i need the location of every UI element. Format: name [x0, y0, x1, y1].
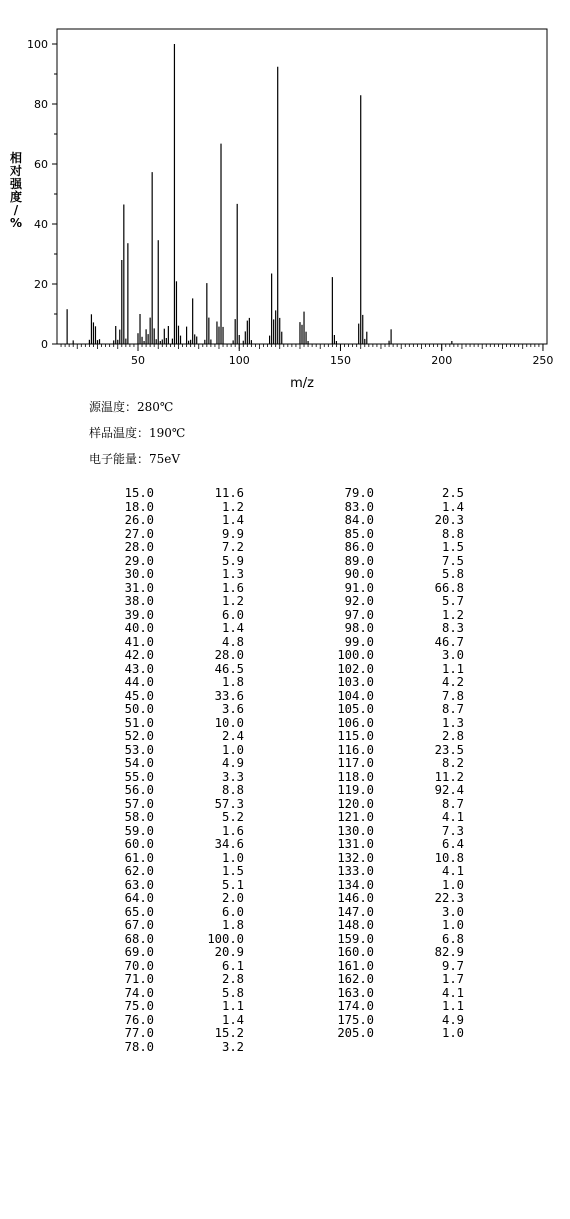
intensity-cell: 3.0 [441, 904, 464, 919]
mz-cell: 38.0 [124, 594, 154, 608]
mz-cell: 91.0 [344, 580, 374, 595]
table-row [98, 798, 464, 812]
mz-cell: 159.0 [337, 931, 374, 946]
mz-cell: 59.0 [124, 823, 154, 838]
table-row [98, 757, 464, 771]
intensity-cell: 1.5 [221, 864, 244, 878]
intensity-cell: 6.0 [221, 904, 244, 919]
intensity-cell: 7.3 [441, 823, 464, 838]
x-axis-label: m/z [290, 376, 314, 391]
table-row [98, 973, 464, 987]
mz-cell: 64.0 [124, 891, 154, 905]
mz-cell: 76.0 [124, 1012, 154, 1027]
intensity-cell: 9.9 [221, 526, 244, 541]
intensity-cell: 7.5 [441, 553, 464, 568]
sample-temperature: 样品温度：190℃ [89, 426, 186, 440]
table-row [98, 514, 464, 528]
intensity-cell: 10.0 [214, 715, 244, 730]
mz-cell: 74.0 [124, 985, 154, 1000]
y-tick-label: 60 [34, 158, 48, 171]
mz-cell: 104.0 [337, 688, 374, 703]
intensity-cell: 82.9 [434, 945, 464, 959]
mz-cell: 89.0 [344, 553, 374, 568]
table-row [98, 1041, 464, 1055]
mz-cell: 175.0 [337, 1012, 374, 1027]
mz-cell: 50.0 [124, 702, 154, 716]
intensity-cell: 20.3 [434, 513, 464, 527]
peak-table [98, 487, 464, 1054]
mz-cell: 18.0 [124, 499, 154, 514]
intensity-cell: 7.8 [441, 688, 464, 703]
mz-cell: 71.0 [124, 972, 154, 986]
mz-cell: 121.0 [337, 810, 374, 824]
table-row [98, 784, 464, 798]
mz-cell: 133.0 [337, 864, 374, 878]
intensity-cell: 3.0 [441, 648, 464, 662]
intensity-cell: 33.6 [214, 688, 244, 703]
intensity-cell: 1.0 [221, 850, 244, 865]
mz-cell: 102.0 [337, 661, 374, 676]
intensity-cell: 8.7 [441, 702, 464, 716]
intensity-cell: 1.1 [441, 661, 464, 676]
intensity-cell: 1.4 [441, 499, 464, 514]
mz-cell: 174.0 [337, 999, 374, 1013]
intensity-cell: 4.1 [441, 985, 464, 1000]
x-tick-label: 50 [130, 354, 145, 367]
mz-cell: 53.0 [124, 742, 154, 757]
intensity-cell: 2.8 [441, 729, 464, 743]
intensity-cell: 1.3 [441, 715, 464, 730]
table-row [98, 811, 464, 825]
mz-cell: 78.0 [124, 1039, 154, 1054]
intensity-cell: 5.2 [221, 810, 244, 824]
intensity-cell: 1.7 [441, 972, 464, 986]
intensity-cell: 1.1 [441, 999, 464, 1013]
mz-cell: 70.0 [124, 958, 154, 973]
table-row [98, 919, 464, 933]
mz-cell: 65.0 [124, 904, 154, 919]
mz-cell: 99.0 [344, 634, 374, 649]
mz-cell: 41.0 [124, 634, 154, 649]
table-row [98, 1000, 464, 1014]
intensity-cell: 46.5 [214, 661, 244, 676]
intensity-cell: 57.3 [214, 796, 244, 811]
mz-cell: 134.0 [337, 877, 374, 892]
mz-cell: 84.0 [344, 513, 374, 527]
mz-cell: 67.0 [124, 918, 154, 932]
table-row [98, 541, 464, 555]
table-row [98, 744, 464, 758]
intensity-cell: 1.4 [221, 621, 244, 635]
intensity-cell [374, 1041, 464, 1055]
mz-cell: 79.0 [344, 486, 374, 500]
intensity-cell: 3.3 [221, 769, 244, 784]
table-row [98, 555, 464, 569]
y-label-char: 强 [9, 177, 23, 191]
mz-cell: 86.0 [344, 540, 374, 554]
table-row [98, 838, 464, 852]
table-row [98, 487, 464, 501]
mz-cell: 63.0 [124, 877, 154, 892]
intensity-cell: 9.7 [441, 958, 464, 973]
mz-cell: 44.0 [124, 675, 154, 689]
mz-cell: 118.0 [337, 769, 374, 784]
intensity-cell: 92.4 [434, 783, 464, 797]
intensity-cell: 23.5 [434, 742, 464, 757]
table-row [98, 825, 464, 839]
intensity-cell: 34.6 [214, 837, 244, 851]
intensity-cell: 4.2 [441, 675, 464, 689]
x-tick-label: 200 [431, 354, 453, 367]
intensity-cell: 3.2 [221, 1039, 244, 1054]
mass-spectrum-chart [0, 0, 570, 395]
table-row [98, 879, 464, 893]
mz-cell: 52.0 [124, 729, 154, 743]
intensity-cell: 6.0 [221, 607, 244, 622]
mz-cell: 40.0 [124, 621, 154, 635]
table-row [98, 568, 464, 582]
intensity-cell: 100.0 [207, 931, 244, 946]
y-label-char: / [13, 203, 19, 217]
x-tick-label: 150 [329, 354, 351, 367]
intensity-cell: 5.9 [221, 553, 244, 568]
source-temperature: 源温度：280℃ [89, 400, 174, 414]
mz-cell: 56.0 [124, 783, 154, 797]
intensity-cell: 4.1 [441, 810, 464, 824]
y-tick-label: 100 [27, 38, 48, 51]
mz-cell: 62.0 [124, 864, 154, 878]
mz-cell: 45.0 [124, 688, 154, 703]
intensity-cell: 1.0 [441, 918, 464, 932]
intensity-cell: 11.6 [214, 486, 244, 500]
mz-cell: 30.0 [124, 567, 154, 581]
mz-cell: 69.0 [124, 945, 154, 959]
mz-cell: 119.0 [337, 783, 374, 797]
mz-cell: 131.0 [337, 837, 374, 851]
table-row [98, 771, 464, 785]
intensity-cell: 8.7 [441, 796, 464, 811]
mz-cell: 132.0 [337, 850, 374, 865]
intensity-cell: 6.1 [221, 958, 244, 973]
intensity-cell: 8.3 [441, 621, 464, 635]
mz-cell: 103.0 [337, 675, 374, 689]
mz-cell: 60.0 [124, 837, 154, 851]
table-row [98, 528, 464, 542]
mz-cell: 26.0 [124, 513, 154, 527]
table-row [98, 865, 464, 879]
intensity-cell: 1.2 [221, 499, 244, 514]
table-row [98, 636, 464, 650]
intensity-cell: 28.0 [214, 648, 244, 662]
table-row [98, 1014, 464, 1028]
intensity-cell: 1.3 [221, 567, 244, 581]
mz-cell: 83.0 [344, 499, 374, 514]
table-row [98, 582, 464, 596]
intensity-cell: 2.0 [221, 891, 244, 905]
mz-cell: 27.0 [124, 526, 154, 541]
y-tick-label: 0 [41, 338, 48, 351]
mz-cell: 85.0 [344, 526, 374, 541]
y-label-char: % [9, 216, 23, 230]
mz-cell [244, 1041, 374, 1055]
table-row [98, 595, 464, 609]
intensity-cell: 4.9 [441, 1012, 464, 1027]
intensity-cell: 8.2 [441, 756, 464, 770]
mz-cell: 161.0 [337, 958, 374, 973]
intensity-cell: 10.8 [434, 850, 464, 865]
table-row [98, 717, 464, 731]
intensity-cell: 1.4 [221, 513, 244, 527]
mz-cell: 90.0 [344, 567, 374, 581]
intensity-cell: 20.9 [214, 945, 244, 959]
intensity-cell: 1.6 [221, 580, 244, 595]
table-row [98, 663, 464, 677]
y-tick-label: 20 [34, 278, 48, 291]
table-row [98, 933, 464, 947]
x-tick-label: 100 [228, 354, 250, 367]
mz-cell: 162.0 [337, 972, 374, 986]
table-row [98, 609, 464, 623]
mz-cell: 43.0 [124, 661, 154, 676]
mz-cell: 77.0 [124, 1026, 154, 1040]
mz-cell: 147.0 [337, 904, 374, 919]
mz-cell: 58.0 [124, 810, 154, 824]
mz-cell: 130.0 [337, 823, 374, 838]
intensity-cell: 1.8 [221, 918, 244, 932]
mz-cell: 42.0 [124, 648, 154, 662]
intensity-cell: 5.7 [441, 594, 464, 608]
intensity-cell: 2.4 [221, 729, 244, 743]
intensity-cell: 6.8 [441, 931, 464, 946]
mz-cell: 75.0 [124, 999, 154, 1013]
table-row [98, 946, 464, 960]
mz-cell: 54.0 [124, 756, 154, 770]
x-axis-ticks [61, 344, 553, 367]
mz-cell: 31.0 [124, 580, 154, 595]
y-axis-label-text [9, 150, 23, 230]
table-row [98, 852, 464, 866]
table-row [98, 703, 464, 717]
intensity-cell: 1.1 [221, 999, 244, 1013]
mz-cell: 68.0 [124, 931, 154, 946]
intensity-cell: 1.6 [221, 823, 244, 838]
table-row [98, 622, 464, 636]
mz-cell: 29.0 [124, 553, 154, 568]
y-label-char: 对 [9, 164, 23, 178]
mz-cell: 105.0 [337, 702, 374, 716]
plot-frame [57, 29, 547, 344]
y-tick-label: 80 [34, 98, 48, 111]
table-row [98, 730, 464, 744]
intensity-cell: 1.0 [441, 1026, 464, 1040]
mz-cell: 148.0 [337, 918, 374, 932]
table-row [98, 1027, 464, 1041]
mz-cell: 205.0 [337, 1026, 374, 1040]
table-row [98, 501, 464, 515]
mz-cell: 116.0 [337, 742, 374, 757]
intensity-cell: 1.2 [441, 607, 464, 622]
intensity-cell: 46.7 [434, 634, 464, 649]
intensity-cell: 6.4 [441, 837, 464, 851]
table-row [98, 906, 464, 920]
mz-cell: 98.0 [344, 621, 374, 635]
mz-cell: 146.0 [337, 891, 374, 905]
intensity-cell: 4.1 [441, 864, 464, 878]
intensity-cell: 1.2 [221, 594, 244, 608]
peak-bars [67, 44, 452, 344]
intensity-cell: 8.8 [221, 783, 244, 797]
y-label-char: 度 [9, 190, 23, 204]
mz-cell: 115.0 [337, 729, 374, 743]
mz-cell: 97.0 [344, 607, 374, 622]
mz-cell: 57.0 [124, 796, 154, 811]
mz-cell: 39.0 [124, 607, 154, 622]
y-axis-ticks [27, 38, 57, 351]
mz-cell: 120.0 [337, 796, 374, 811]
intensity-cell: 5.1 [221, 877, 244, 892]
mz-cell: 100.0 [337, 648, 374, 662]
mz-cell: 51.0 [124, 715, 154, 730]
table-row [98, 649, 464, 663]
intensity-cell: 15.2 [214, 1026, 244, 1040]
mz-cell: 160.0 [337, 945, 374, 959]
table-row [98, 960, 464, 974]
electron-energy: 电子能量：75eV [89, 452, 181, 466]
mz-cell: 61.0 [124, 850, 154, 865]
y-label-char: 相 [9, 151, 23, 165]
intensity-cell: 1.0 [441, 877, 464, 892]
mz-cell: 15.0 [124, 486, 154, 500]
intensity-cell: 11.2 [434, 769, 464, 784]
intensity-cell: 2.5 [441, 486, 464, 500]
intensity-cell: 8.8 [441, 526, 464, 541]
mz-cell: 163.0 [337, 985, 374, 1000]
intensity-cell: 2.8 [221, 972, 244, 986]
mz-cell: 106.0 [337, 715, 374, 730]
mz-cell: 117.0 [337, 756, 374, 770]
x-tick-label: 250 [532, 354, 554, 367]
y-tick-label: 40 [34, 218, 48, 231]
table-row [98, 987, 464, 1001]
mz-cell: 28.0 [124, 540, 154, 554]
mz-cell: 92.0 [344, 594, 374, 608]
intensity-cell: 4.8 [221, 634, 244, 649]
intensity-cell: 7.2 [221, 540, 244, 554]
intensity-cell: 1.0 [221, 742, 244, 757]
intensity-cell: 1.5 [441, 540, 464, 554]
intensity-cell: 5.8 [221, 985, 244, 1000]
intensity-cell: 5.8 [441, 567, 464, 581]
intensity-cell: 1.8 [221, 675, 244, 689]
intensity-cell: 3.6 [221, 702, 244, 716]
table-row [98, 690, 464, 704]
intensity-cell: 22.3 [434, 891, 464, 905]
intensity-cell: 66.8 [434, 580, 464, 595]
table-row [98, 892, 464, 906]
intensity-cell: 4.9 [221, 756, 244, 770]
mz-cell: 55.0 [124, 769, 154, 784]
table-row [98, 676, 464, 690]
y-axis-label [9, 150, 23, 230]
intensity-cell: 1.4 [221, 1012, 244, 1027]
